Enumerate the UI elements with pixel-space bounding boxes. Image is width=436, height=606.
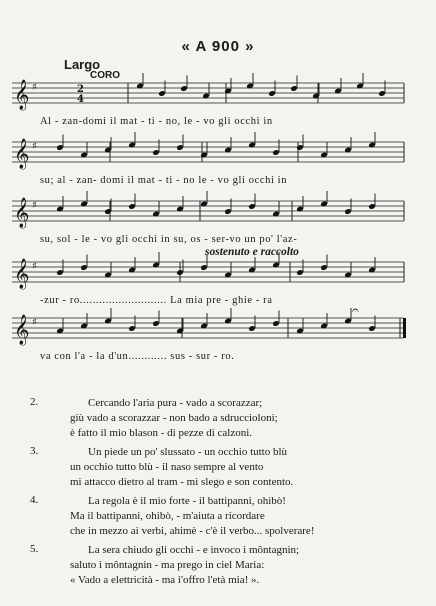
verse-line: La regola è il mio forte - il battipanni, ohibò! [88,495,286,507]
treble-clef-icon: 𝄞 [14,259,30,289]
lyric-line-5: va con l'a - la d'un............ sus - sur - ro. [40,351,235,362]
verse [30,543,430,588]
verse [30,396,430,441]
verse-line: è fatto il mio blason - di pezze di calzoni. [70,427,253,439]
verse-line: « Vado a elettricità - ma i'offro l'età mia! ». [70,574,260,586]
verse-line: giù vado a scorazzar - non bado a sdruccioloni; [70,412,278,424]
sharp-icon: ♯ [32,141,37,152]
verse-line: un occhio tutto blù - il naso sempre al vento [70,461,264,473]
lyric-line-1: Al - zan-domi il mat - ti - no, le - vo gli occhi in [40,116,273,127]
verse-line: Cercando l'aria pura - vado a scorazzar; [88,397,263,409]
song-title: « A 900 » [181,38,255,55]
lyric-line-4: -zur - ro........................... La mia pre - ghie - ra [40,295,273,306]
treble-clef-icon: 𝄞 [14,139,30,169]
verse [30,494,430,539]
voice-label: CORO [90,70,120,81]
lyric-line-3: su, sol - le - vo gli occhi in su, os - ser-vo un po' l'az- [40,234,298,245]
verse [30,445,430,490]
verse-number: 4. [30,494,39,506]
time-signature-bottom: 4 [77,94,84,105]
verse-line: che in mezzo ai verbi, ahimè - c'è il verbo... spolverare! [70,525,315,537]
sharp-icon: ♯ [32,261,37,272]
sharp-icon: ♯ [32,317,37,328]
lyric-line-2: su; al - zan- domi il mat - ti - no le - vo gli occhi in [40,175,288,186]
verse-number: 5. [30,543,39,555]
sharp-icon: ♯ [32,200,37,211]
verse-line: La sera chiudo gli occhi - e invoco i môntagnin; [88,544,300,556]
time-signature-top: 2 [77,84,84,95]
verse-line: Ma il battipanni, ohibò, - m'aiuta a ricordare [70,510,265,522]
treble-clef-icon: 𝄞 [14,80,30,110]
verse-number: 2. [30,396,39,408]
treble-clef-icon: 𝄞 [14,198,30,228]
expression-marking: sostenuto e raccolto [205,246,299,258]
verse-number: 3. [30,445,39,457]
tempo-marking: Largo [64,57,101,72]
verses-block [30,396,430,592]
verse-line: Un piede un po' slussato - un occhio tutto blù [88,446,288,458]
fermata-icon: 𝄐 [352,303,359,317]
sharp-icon: ♯ [32,82,37,93]
final-bar-line [403,318,406,338]
verse-line: saluto i môntagnin - ma prego in ciel Maria: [70,559,265,571]
verse-line: mi attacco dietro al tram - mi slego e son contento. [70,476,294,488]
treble-clef-icon: 𝄞 [14,315,30,345]
